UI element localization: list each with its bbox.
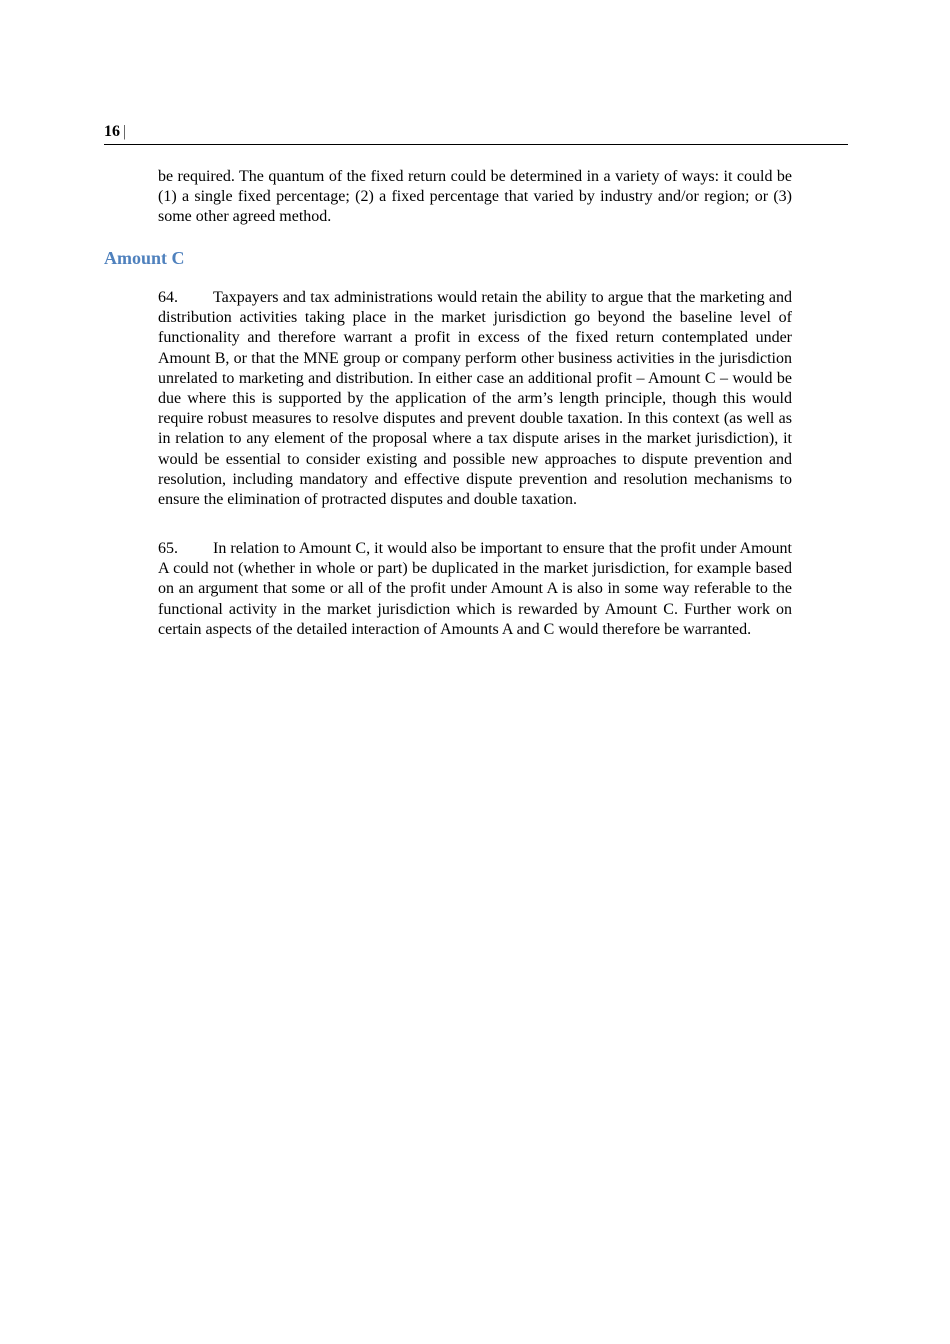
paragraph-continued: be required. The quantum of the fixed return could be determined in a variety of ways: it could be (1) a single fixed percentage; (2) a fixed percentage that varied by industry and/or region; or (3) some other agreed method. — [158, 168, 792, 226]
header-separator: | — [123, 123, 127, 140]
page-header — [104, 122, 848, 145]
paragraph-text: In relation to Amount C, it would also be important to ensure that the profit under Amount A could not (whether in whole or part) be duplicated in the market jurisdiction, for example based on an argument that some or all of the profit under Amount A is also in some way referable to the functional activity in the market jurisdiction which is rewarded by Amount C. Further work on certain aspects of the detailed interaction of Amounts A and C would therefore be warranted. — [158, 540, 792, 638]
section-heading: Amount C — [104, 248, 185, 268]
paragraph-64 — [158, 288, 792, 510]
paragraph-number: 64. — [158, 289, 178, 306]
page-number: 16 — [104, 123, 120, 140]
paragraph-65 — [158, 539, 792, 640]
paragraph-text: Taxpayers and tax administrations would retain the ability to argue that the marketing and distribution activities taking place in the market jurisdiction go beyond the baseline level of functionality and therefore warrant a profit in excess of the fixed return contemplated under Amount B, or that the MNE group or company perform other business activities in the jurisdiction unrelated to marketing and distribution. In either case an additional profit – Amount C – would be due where this is supported by the application of the arm’s length principle, though this would require robust measures to resolve disputes and prevent double taxation. In this context (as well as in relation to any element of the proposal where a tax dispute arises in the market jurisdiction), it would be essential to consider existing and possible new approaches to dispute prevention and resolution, including mandatory and effective dispute prevention and resolution mechanisms to ensure the elimination of protracted disputes and double taxation. — [158, 289, 792, 509]
paragraph-number: 65. — [158, 540, 178, 557]
